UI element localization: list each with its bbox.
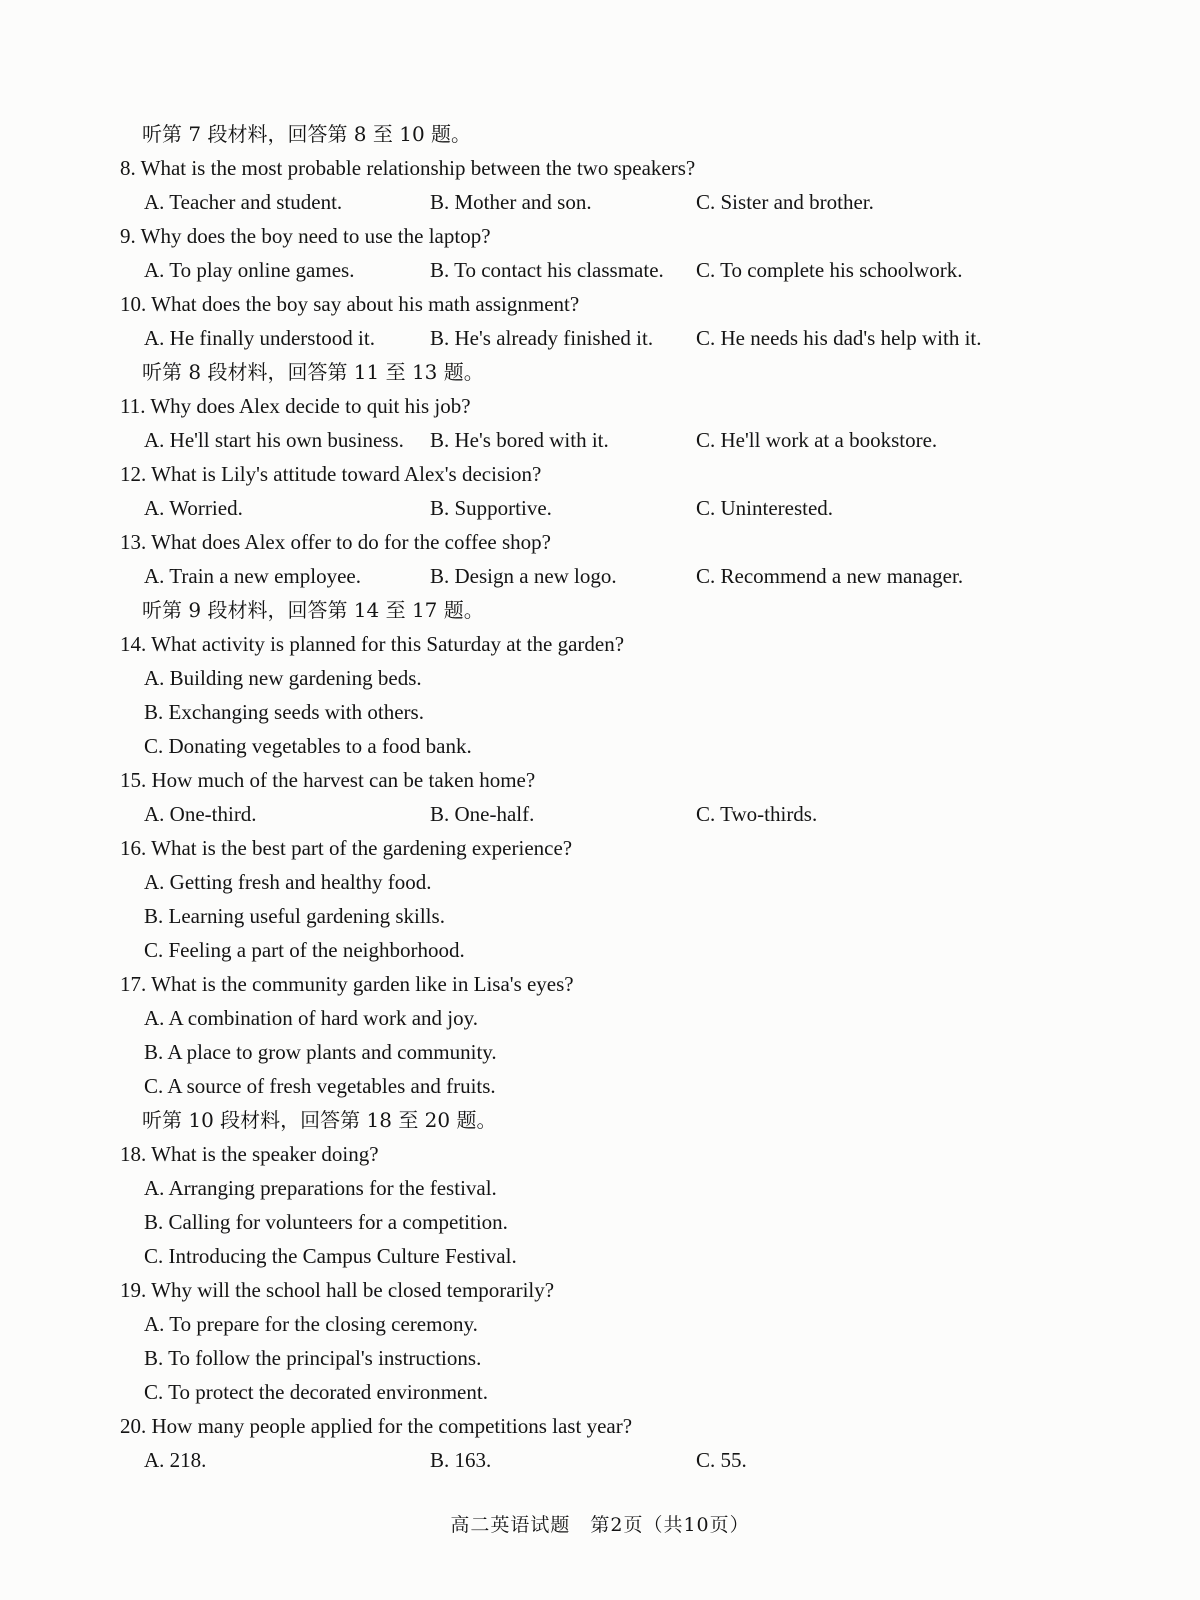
option-a: A. To prepare for the closing ceremony. (144, 1312, 478, 1336)
section-intro: 听第 9 段材料，回答第 14 至 17 题。 (142, 598, 484, 622)
option-c: C. A source of fresh vegetables and fruits. (144, 1074, 496, 1098)
option-b: B. Calling for volunteers for a competition. (144, 1210, 508, 1234)
option-b: B. To contact his classmate. (430, 258, 664, 282)
page-footer: 高二英语试题 第2页（共10页） (450, 1514, 750, 1536)
option-a: A. Arranging preparations for the festival. (144, 1176, 497, 1200)
question-stem: 16. What is the best part of the gardening experience? (120, 836, 573, 860)
question-stem: 11. Why does Alex decide to quit his job? (120, 394, 471, 418)
question-stem: 12. What is Lily's attitude toward Alex's decision? (120, 462, 542, 486)
option-a: A. Building new gardening beds. (144, 666, 422, 690)
question-stem: 10. What does the boy say about his math assignment? (120, 292, 580, 316)
question-stem: 18. What is the speaker doing? (120, 1142, 379, 1166)
option-c: C. Donating vegetables to a food bank. (144, 734, 472, 758)
option-c: C. Introducing the Campus Culture Festival. (144, 1244, 517, 1268)
option-b: B. Learning useful gardening skills. (144, 904, 445, 928)
option-c: C. To complete his schoolwork. (696, 258, 963, 282)
options-row (120, 559, 1060, 593)
option-b: B. He's bored with it. (430, 428, 609, 452)
option-b: B. Supportive. (430, 496, 552, 520)
option-c: C. To protect the decorated environment. (144, 1380, 488, 1404)
option-b: B. 163. (430, 1448, 492, 1472)
question-stem: 13. What does Alex offer to do for the coffee shop? (120, 530, 551, 554)
option-c: C. Sister and brother. (696, 190, 874, 214)
option-a: A. 218. (144, 1448, 207, 1472)
option-c: C. Feeling a part of the neighborhood. (144, 938, 465, 962)
option-c: C. He needs his dad's help with it. (696, 326, 982, 350)
options-row (120, 1443, 1060, 1477)
options-row (120, 185, 1060, 219)
option-b: B. Mother and son. (430, 190, 592, 214)
options-row (120, 491, 1060, 525)
option-b: B. He's already finished it. (430, 326, 654, 350)
section-intro: 听第 7 段材料，回答第 8 至 10 题。 (142, 122, 472, 146)
option-c: C. Recommend a new manager. (696, 564, 964, 588)
option-a: A. One-third. (144, 802, 257, 826)
question-stem: 19. Why will the school hall be closed temporarily? (120, 1278, 555, 1302)
option-a: A. Train a new employee. (144, 564, 361, 588)
section-intro: 听第 10 段材料，回答第 18 至 20 题。 (142, 1108, 497, 1132)
option-b: B. One-half. (430, 802, 535, 826)
option-c: C. 55. (696, 1448, 747, 1472)
question-stem: 15. How much of the harvest can be taken home? (120, 768, 536, 792)
question-stem: 14. What activity is planned for this Saturday at the garden? (120, 632, 625, 656)
option-b: B. Exchanging seeds with others. (144, 700, 424, 724)
options-row (120, 797, 1060, 831)
options-row (120, 423, 1060, 457)
option-a: A. To play online games. (144, 258, 355, 282)
option-b: B. To follow the principal's instructions. (144, 1346, 482, 1370)
option-a: A. Getting fresh and healthy food. (144, 870, 432, 894)
options-row (120, 321, 1060, 355)
question-stem: 20. How many people applied for the competitions last year? (120, 1414, 633, 1438)
section-intro: 听第 8 段材料，回答第 11 至 13 题。 (142, 360, 484, 384)
option-a: A. Worried. (144, 496, 243, 520)
question-stem: 9. Why does the boy need to use the laptop? (120, 224, 491, 248)
question-list (120, 117, 1060, 1477)
option-c: C. Uninterested. (696, 496, 834, 520)
question-stem: 17. What is the community garden like in Lisa's eyes? (120, 972, 574, 996)
option-b: B. A place to grow plants and community. (144, 1040, 497, 1064)
option-a: A. He finally understood it. (144, 326, 375, 350)
option-a: A. Teacher and student. (144, 190, 343, 214)
option-a: A. He'll start his own business. (144, 428, 404, 452)
option-c: C. Two-thirds. (696, 802, 818, 826)
option-b: B. Design a new logo. (430, 564, 617, 588)
option-a: A. A combination of hard work and joy. (144, 1006, 479, 1030)
option-c: C. He'll work at a bookstore. (696, 428, 938, 452)
options-row (120, 253, 1060, 287)
question-stem: 8. What is the most probable relationship between the two speakers? (120, 156, 696, 180)
